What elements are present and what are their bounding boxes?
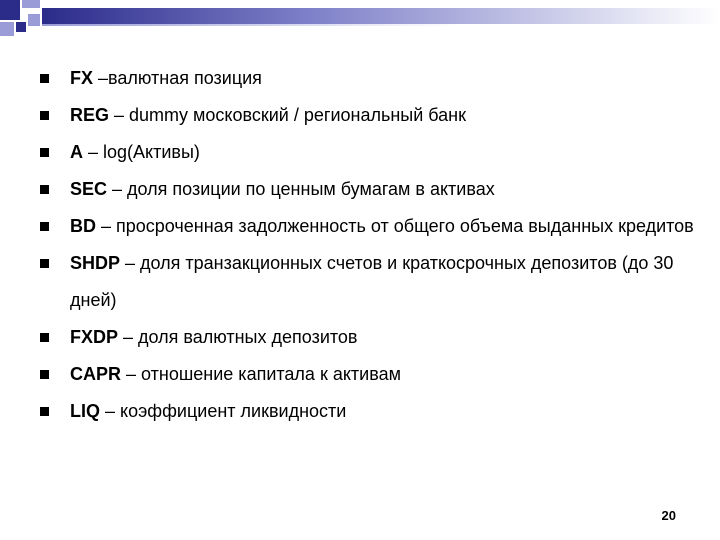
item-description: – dummy московский / региональный банк [109,105,467,125]
list-item-a [40,134,700,171]
list-item-liq [40,393,700,430]
header-square-dark [0,0,20,20]
item-term: FXDP [70,327,119,347]
square-bullet-icon [40,222,49,231]
item-term: A [70,142,83,162]
header-square-small-light [0,22,14,36]
variable-definitions-list [40,60,700,430]
list-item-capr [40,356,700,393]
square-bullet-icon [40,111,49,120]
list-item-reg [40,97,700,134]
page-number: 20 [661,508,676,523]
item-term: LIQ [70,401,100,421]
item-term: BD [70,216,96,236]
item-term: SEC [70,179,108,199]
list-item-fx [40,60,700,97]
header-gradient-line [42,24,462,26]
header-square-tiny-light [28,14,40,26]
item-description: –валютная позиция [93,68,262,88]
item-term: CAPR [70,364,122,384]
list-item-fxdp [40,319,700,356]
header-square-small-dark [16,22,26,32]
list-item-bd [40,208,700,245]
list-item-sec [40,171,700,208]
item-term: SHDP [70,253,121,273]
item-description: – отношение капитала к активам [121,364,401,384]
item-description: – просроченная задолженность от общего объема выданных кредитов [96,216,694,236]
square-bullet-icon [40,407,49,416]
item-description: – log(Активы) [83,142,200,162]
square-bullet-icon [40,333,49,342]
header-square-light [22,0,40,8]
list-item-shdp [40,245,700,319]
item-description: – доля валютных депозитов [118,327,358,347]
item-description: – коэффициент ликвидности [100,401,347,421]
item-description: – доля позиции по ценным бумагам в активах [107,179,495,199]
item-term: REG [70,105,110,125]
item-description: – доля транзакционных счетов и краткосрочных депозитов (до 30 дней) [70,253,674,310]
square-bullet-icon [40,185,49,194]
square-bullet-icon [40,370,49,379]
square-bullet-icon [40,74,49,83]
square-bullet-icon [40,148,49,157]
square-bullet-icon [40,259,49,268]
item-term: FX [70,68,94,88]
header-gradient-bar [42,8,720,24]
